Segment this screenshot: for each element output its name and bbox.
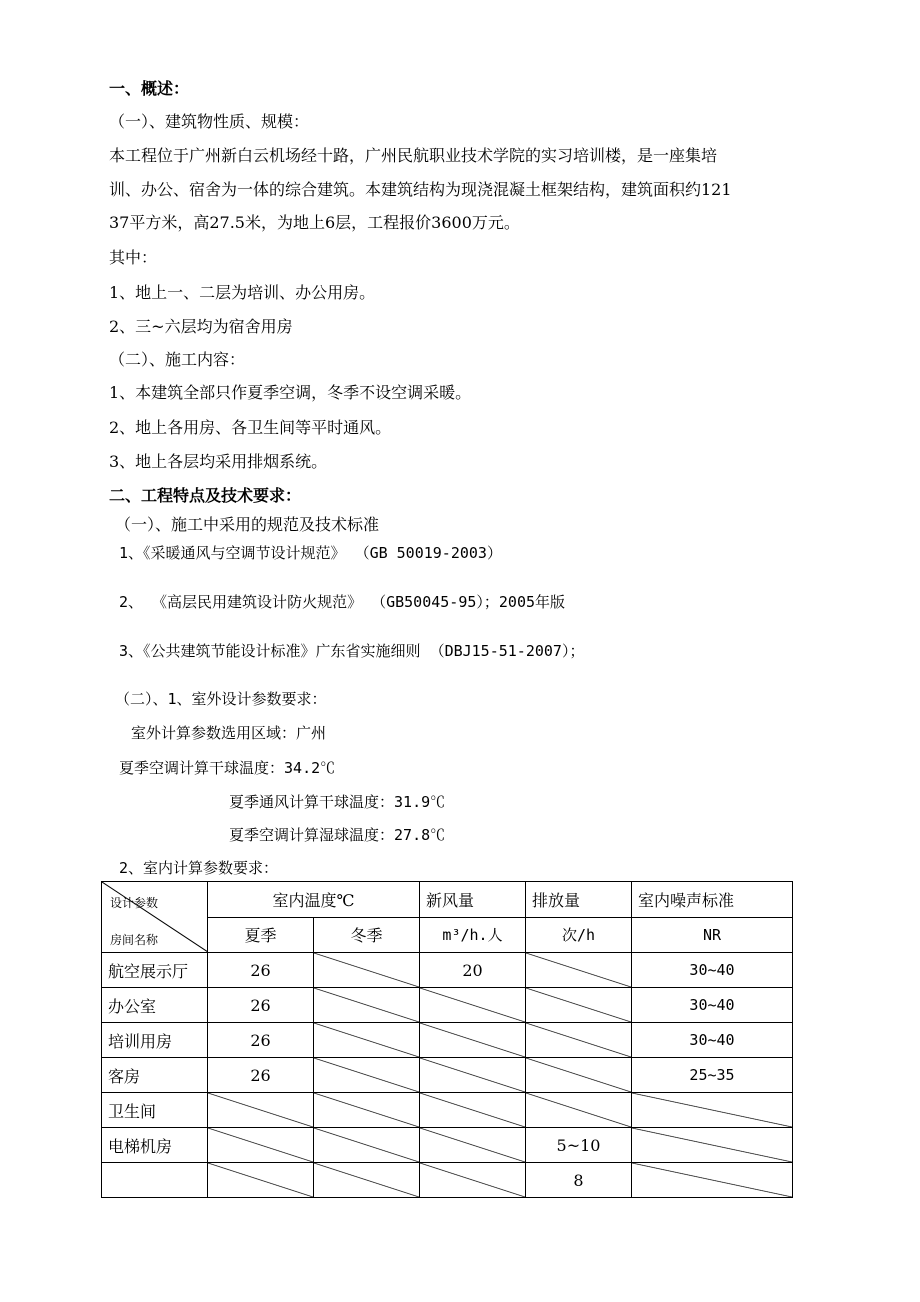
paragraph-line: 37平方米，高27.5米，为地上6层，工程报价3600万元。 xyxy=(109,213,520,232)
empty-cell xyxy=(526,988,632,1023)
corner-top-label: 设计参数 xyxy=(110,896,159,910)
indoor-params-title: 2、室内计算参数要求： xyxy=(119,859,279,877)
outdoor-param: 夏季空调计算干球温度：34.2℃ xyxy=(119,759,336,777)
table-row xyxy=(102,1093,793,1128)
exhaust: 5~10 xyxy=(526,1128,632,1163)
table-row xyxy=(102,988,793,1023)
table-row xyxy=(102,1023,793,1058)
header-noise: 室内噪声标准 xyxy=(632,882,793,918)
empty-cell xyxy=(314,1163,420,1198)
header-summer: 夏季 xyxy=(208,917,314,953)
empty-cell xyxy=(526,1093,632,1128)
room-name xyxy=(102,1163,208,1198)
header-winter: 冬季 xyxy=(314,917,420,953)
paragraph-line: 本工程位于广州新白云机场经十路，广州民航职业技术学院的实习培训楼，是一座集培 xyxy=(109,146,718,165)
table-row xyxy=(102,953,793,988)
outdoor-param: 夏季空调计算湿球温度：27.8℃ xyxy=(229,826,446,844)
empty-cell xyxy=(208,1093,314,1128)
empty-cell xyxy=(314,1128,420,1163)
empty-cell xyxy=(208,1163,314,1198)
standard-item: 1、《采暖通风与空调节设计规范》 （GB 50019-2003） xyxy=(119,544,502,562)
noise: 30~40 xyxy=(632,988,793,1023)
empty-cell xyxy=(420,1163,526,1198)
empty-cell xyxy=(526,1023,632,1058)
noise: 30~40 xyxy=(632,1023,793,1058)
empty-cell xyxy=(632,1128,793,1163)
subsection-construction-content: （二）、施工内容： xyxy=(109,350,246,369)
empty-cell xyxy=(632,1093,793,1128)
header-indoor-temp: 室内温度℃ xyxy=(208,882,420,918)
list-item: 1、地上一、二层为培训、办公用房。 xyxy=(109,283,376,302)
header-noise-unit: NR xyxy=(632,917,793,953)
subsection-standards: （一）、施工中采用的规范及技术标准 xyxy=(115,515,380,534)
empty-cell xyxy=(420,1128,526,1163)
empty-cell xyxy=(314,953,420,988)
outdoor-param: 室外计算参数选用区域：广州 xyxy=(131,724,327,742)
list-item: 1、本建筑全部只作夏季空调，冬季不设空调采暖。 xyxy=(109,383,472,402)
empty-cell xyxy=(208,1128,314,1163)
empty-cell xyxy=(314,1058,420,1093)
empty-cell xyxy=(526,1058,632,1093)
summer-temp: 26 xyxy=(208,953,314,988)
section-2-title: 二、工程特点及技术要求： xyxy=(109,486,302,505)
empty-cell xyxy=(314,1023,420,1058)
empty-cell xyxy=(420,988,526,1023)
summer-temp: 26 xyxy=(208,1023,314,1058)
qizhong-label: 其中： xyxy=(109,248,158,267)
outdoor-param: 夏季通风计算干球温度：31.9℃ xyxy=(229,793,446,811)
room-name: 办公室 xyxy=(102,988,208,1023)
table-row xyxy=(102,1163,793,1198)
header-fresh-air: 新风量 xyxy=(420,882,526,918)
list-item: 2、三~六层均为宿舍用房 xyxy=(109,317,293,336)
table-row xyxy=(102,1058,793,1093)
summer-temp: 26 xyxy=(208,988,314,1023)
subsection-outdoor-params: （二）、1、室外设计参数要求： xyxy=(115,690,327,708)
indoor-params-table xyxy=(101,881,793,1198)
empty-cell xyxy=(420,1058,526,1093)
empty-cell xyxy=(526,953,632,988)
room-name: 卫生间 xyxy=(102,1093,208,1128)
exhaust: 8 xyxy=(526,1163,632,1198)
header-exhaust: 排放量 xyxy=(526,882,632,918)
table-row xyxy=(102,1128,793,1163)
empty-cell xyxy=(632,1163,793,1198)
paragraph-line: 训、办公、宿舍为一体的综合建筑。本建筑结构为现浇混凝土框架结构，建筑面积约121 xyxy=(109,180,732,199)
section-1-title: 一、概述： xyxy=(109,79,190,98)
empty-cell xyxy=(314,1093,420,1128)
table-corner-header xyxy=(102,882,208,953)
room-name: 客房 xyxy=(102,1058,208,1093)
fresh-air: 20 xyxy=(420,953,526,988)
header-exhaust-unit: 次/h xyxy=(526,917,632,953)
list-item: 3、地上各层均采用排烟系统。 xyxy=(109,452,328,471)
noise: 25~35 xyxy=(632,1058,793,1093)
noise: 30~40 xyxy=(632,953,793,988)
corner-bottom-label: 房间名称 xyxy=(110,933,159,947)
room-name: 培训用房 xyxy=(102,1023,208,1058)
room-name: 电梯机房 xyxy=(102,1128,208,1163)
standard-item: 3、《公共建筑节能设计标准》广东省实施细则 （DBJ15-51-2007）； xyxy=(119,642,585,660)
summer-temp: 26 xyxy=(208,1058,314,1093)
empty-cell xyxy=(420,1093,526,1128)
header-fresh-air-unit: m³/h.人 xyxy=(420,917,526,953)
empty-cell xyxy=(314,988,420,1023)
subsection-building-nature: （一）、建筑物性质、规模： xyxy=(109,112,310,131)
standard-item: 2、 《高层民用建筑设计防火规范》 （GB50045-95）；2005年版 xyxy=(119,593,566,611)
room-name: 航空展示厅 xyxy=(102,953,208,988)
list-item: 2、地上各用房、各卫生间等平时通风。 xyxy=(109,418,392,437)
empty-cell xyxy=(420,1023,526,1058)
